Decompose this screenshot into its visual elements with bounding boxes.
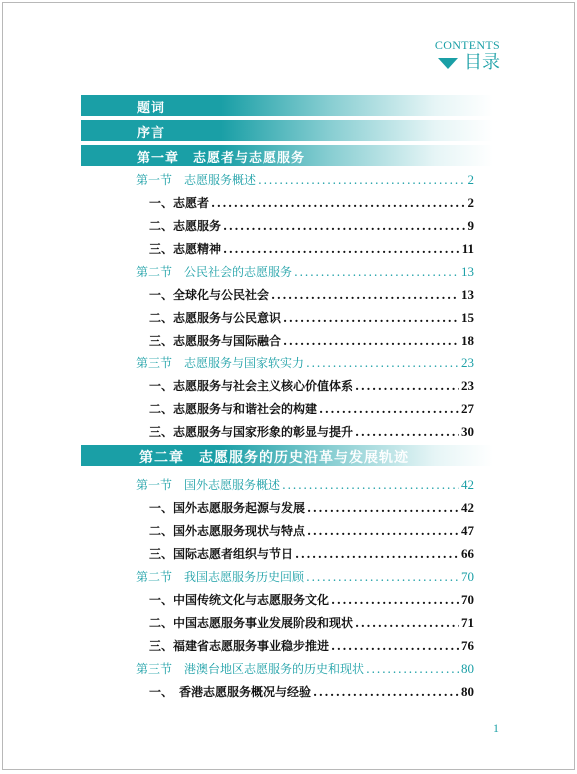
toc-page (2, 2, 575, 770)
section-label: 第一节 国外志愿服务概述 (136, 478, 281, 492)
page-ref: 42 (461, 477, 474, 492)
toc-section[interactable] (136, 263, 474, 281)
leader-dots (294, 265, 459, 279)
page-ref: 11 (461, 241, 474, 256)
page-ref: 18 (461, 333, 474, 348)
section-label: 第二节 我国志愿服务历史回顾 (136, 570, 305, 584)
toc-item[interactable] (149, 545, 474, 563)
item-label: 一、志愿服务与社会主义核心价值体系 (149, 379, 354, 393)
page-ref: 66 (461, 546, 474, 561)
page-ref: 80 (461, 684, 474, 699)
item-label: 二、志愿服务与和谐社会的构建 (149, 402, 318, 416)
toc-item[interactable] (149, 377, 474, 395)
leader-dots (282, 478, 459, 492)
item-label: 三、志愿精神 (149, 242, 222, 256)
contents-chinese-title: 目录 (464, 52, 500, 73)
toc-item[interactable] (149, 522, 474, 540)
page-ref: 70 (461, 592, 474, 607)
page-ref: 70 (461, 569, 474, 584)
toc-section[interactable] (136, 660, 474, 678)
section-label: 第一节 志愿服务概述 (136, 173, 257, 187)
leader-dots (258, 173, 465, 187)
bar-label: 题词 (137, 101, 166, 116)
page-ref: 15 (461, 310, 474, 325)
leader-dots (271, 288, 459, 302)
page-ref: 23 (461, 378, 474, 393)
toc-item[interactable] (149, 499, 474, 517)
leader-dots (307, 524, 459, 538)
toc-item[interactable] (149, 309, 474, 327)
leader-dots (319, 402, 459, 416)
toc-item[interactable] (149, 637, 474, 655)
toc-item[interactable] (149, 400, 474, 418)
page-ref: 47 (461, 523, 474, 538)
leader-dots (306, 356, 459, 370)
leader-dots (355, 379, 459, 393)
toc-item[interactable] (149, 332, 474, 350)
item-label: 三、志愿服务与国际融合 (149, 334, 282, 348)
section-label: 第三节 志愿服务与国家软实力 (136, 356, 305, 370)
page-ref: 9 (467, 218, 474, 233)
item-label: 一、国外志愿服务起源与发展 (149, 501, 306, 515)
item-label: 二、中国志愿服务事业发展阶段和现状 (149, 616, 354, 630)
item-label: 二、志愿服务与公民意识 (149, 311, 282, 325)
page-ref: 30 (461, 424, 474, 439)
toc-section[interactable] (136, 354, 474, 372)
contents-header (422, 39, 500, 73)
toc-entry-chapter-2[interactable] (81, 445, 493, 466)
triangle-down-icon (438, 58, 458, 69)
page-ref: 71 (461, 615, 474, 630)
toc-entry-preface[interactable] (81, 95, 493, 116)
leader-dots (307, 501, 459, 515)
toc-section[interactable] (136, 568, 474, 586)
leader-dots (366, 662, 459, 676)
page-ref: 13 (461, 264, 474, 279)
page-ref: 80 (461, 661, 474, 676)
item-label: 一、中国传统文化与志愿服务文化 (149, 593, 330, 607)
page-ref: 2 (467, 195, 474, 210)
leader-dots (306, 570, 459, 584)
leader-dots (223, 219, 465, 233)
item-label: 三、福建省志愿服务事业稳步推进 (149, 639, 330, 653)
leader-dots (331, 593, 459, 607)
page-ref: 13 (461, 287, 474, 302)
page-ref: 23 (461, 355, 474, 370)
toc-item[interactable] (149, 591, 474, 609)
item-label: 一、全球化与公民社会 (149, 288, 270, 302)
page-ref: 2 (467, 172, 474, 187)
page-ref: 76 (461, 638, 474, 653)
page-ref: 42 (461, 500, 474, 515)
toc-item[interactable] (149, 194, 474, 212)
leader-dots (331, 639, 459, 653)
page-number: 1 (493, 721, 499, 735)
toc-item[interactable] (149, 614, 474, 632)
toc-item[interactable] (149, 683, 474, 701)
toc-item[interactable] (149, 286, 474, 304)
leader-dots (283, 334, 459, 348)
item-label: 三、志愿服务与国家形象的彰显与提升 (149, 425, 354, 439)
toc-entry-intro[interactable] (81, 120, 493, 141)
leader-dots (313, 685, 459, 699)
item-label: 一、志愿者 (149, 196, 210, 210)
chapter-title: 第一章 志愿者与志愿服务 (137, 151, 306, 166)
section-label: 第三节 港澳台地区志愿服务的历史和现状 (136, 662, 365, 676)
bar-label: 序言 (137, 126, 166, 141)
leader-dots (283, 311, 459, 325)
chapter-title: 第二章 志愿服务的历史沿革与发展轨迹 (139, 450, 409, 466)
toc-entry-chapter-1[interactable] (81, 145, 493, 166)
item-label: 三、国际志愿者组织与节日 (149, 547, 294, 561)
toc-section[interactable] (136, 171, 474, 189)
item-label: 一、 香港志愿服务概况与经验 (149, 685, 312, 699)
leader-dots (355, 425, 459, 439)
item-label: 二、志愿服务 (149, 219, 222, 233)
leader-dots (223, 242, 460, 256)
leader-dots (211, 196, 465, 210)
item-label: 二、国外志愿服务现状与特点 (149, 524, 306, 538)
leader-dots (355, 616, 459, 630)
section-label: 第二节 公民社会的志愿服务 (136, 265, 293, 279)
toc-item[interactable] (149, 240, 474, 258)
toc-item[interactable] (149, 217, 474, 235)
toc-item[interactable] (149, 423, 474, 441)
page-ref: 27 (461, 401, 474, 416)
leader-dots (295, 547, 459, 561)
toc-section[interactable] (136, 476, 474, 494)
contents-english-title: CONTENTS (434, 38, 500, 52)
